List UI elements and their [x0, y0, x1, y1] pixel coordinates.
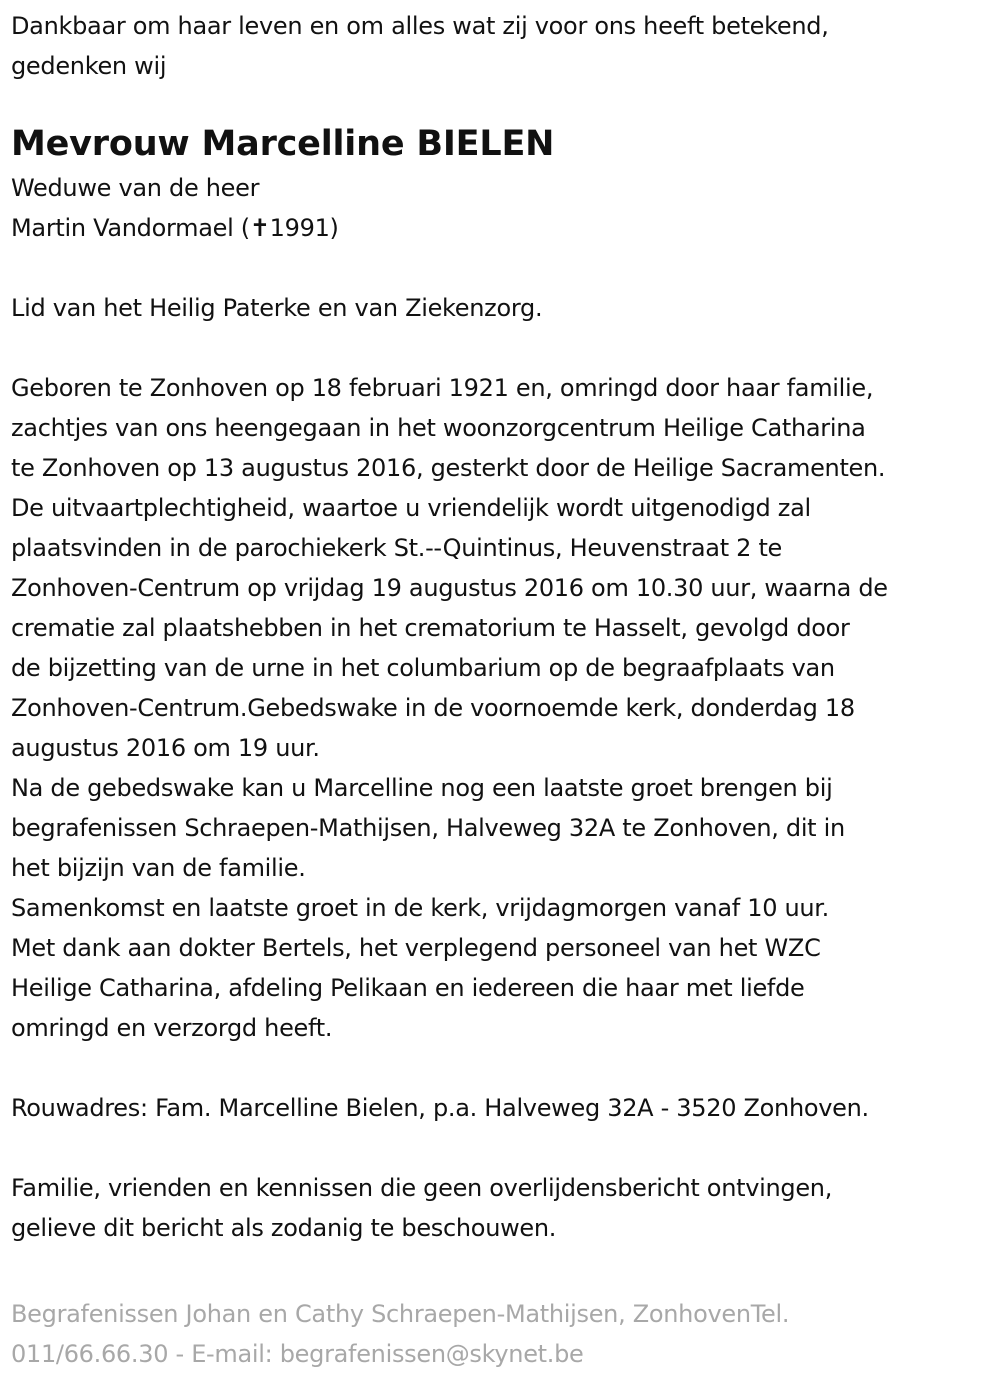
- body-text: [11, 368, 991, 1048]
- body-line: de bijzetting van de urne in het columbarium op de begraafplaats van: [11, 654, 835, 682]
- notice-text: [11, 1168, 991, 1248]
- body-line: Geboren te Zonhoven op 18 februari 1921 en, omringd door haar familie,: [11, 374, 874, 402]
- body-line: crematie zal plaatshebben in het crematorium te Hasselt, gevolgd door: [11, 614, 850, 642]
- body-line: Zonhoven-Centrum.Gebedswake in de voornoemde kerk, donderdag 18: [11, 694, 855, 722]
- spacer: [11, 1248, 991, 1288]
- intro-line: Dankbaar om haar leven en om alles wat zij voor ons heeft betekend,: [11, 12, 829, 40]
- body-line: zachtjes van ons heengegaan in het woonzorgcentrum Heilige Catharina: [11, 414, 866, 442]
- body-line: Samenkomst en laatste groet in de kerk, vrijdagmorgen vanaf 10 uur.: [11, 894, 830, 922]
- membership-text: Lid van het Heilig Paterke en van Ziekenzorg.: [11, 294, 543, 322]
- body-line: het bijzijn van de familie.: [11, 854, 306, 882]
- spacer: [11, 328, 991, 368]
- spouse-line: Martin Vandormael (✝1991): [11, 214, 339, 242]
- mourning-address: Rouwadres: Fam. Marcelline Bielen, p.a. Halveweg 32A - 3520 Zonhoven.: [11, 1094, 869, 1122]
- footer-line: Begrafenissen Johan en Cathy Schraepen-Mathijsen, ZonhovenTel.: [11, 1300, 790, 1328]
- spacer: [11, 1128, 991, 1168]
- deceased-name: Mevrouw Marcelline BIELEN: [11, 124, 555, 164]
- body-line: Met dank aan dokter Bertels, het verplegend personeel van het WZC: [11, 934, 821, 962]
- body-line: Heilige Catharina, afdeling Pelikaan en iedereen die haar met liefde: [11, 974, 805, 1002]
- body-line: begrafenissen Schraepen-Mathijsen, Halveweg 32A te Zonhoven, dit in: [11, 814, 845, 842]
- body-line: Zonhoven-Centrum op vrijdag 19 augustus 2016 om 10.30 uur, waarna de: [11, 574, 888, 602]
- spouse-info: [11, 168, 991, 248]
- body-line: augustus 2016 om 19 uur.: [11, 734, 320, 762]
- body-line: te Zonhoven op 13 augustus 2016, gesterkt door de Heilige Sacramenten.: [11, 454, 886, 482]
- notice-line: Familie, vrienden en kennissen die geen overlijdensbericht ontvingen,: [11, 1174, 833, 1202]
- spacer: [11, 248, 991, 288]
- notice-line: gelieve dit bericht als zodanig te beschouwen.: [11, 1214, 557, 1242]
- footer-line: 011/66.66.30 - E-mail: begrafenissen@skynet.be: [11, 1340, 584, 1368]
- body-line: Na de gebedswake kan u Marcelline nog een laatste groet brengen bij: [11, 774, 833, 802]
- spouse-line: Weduwe van de heer: [11, 174, 260, 202]
- body-line: plaatsvinden in de parochiekerk St.--Quintinus, Heuvenstraat 2 te: [11, 534, 783, 562]
- funeral-home-footer: [11, 1294, 991, 1374]
- obituary-notice: [11, 0, 991, 1374]
- body-line: De uitvaartplechtigheid, waartoe u vriendelijk wordt uitgenodigd zal: [11, 494, 811, 522]
- spacer: [11, 1048, 991, 1088]
- intro-line: gedenken wij: [11, 52, 167, 80]
- intro-text: [11, 6, 991, 86]
- body-line: omringd en verzorgd heeft.: [11, 1014, 333, 1042]
